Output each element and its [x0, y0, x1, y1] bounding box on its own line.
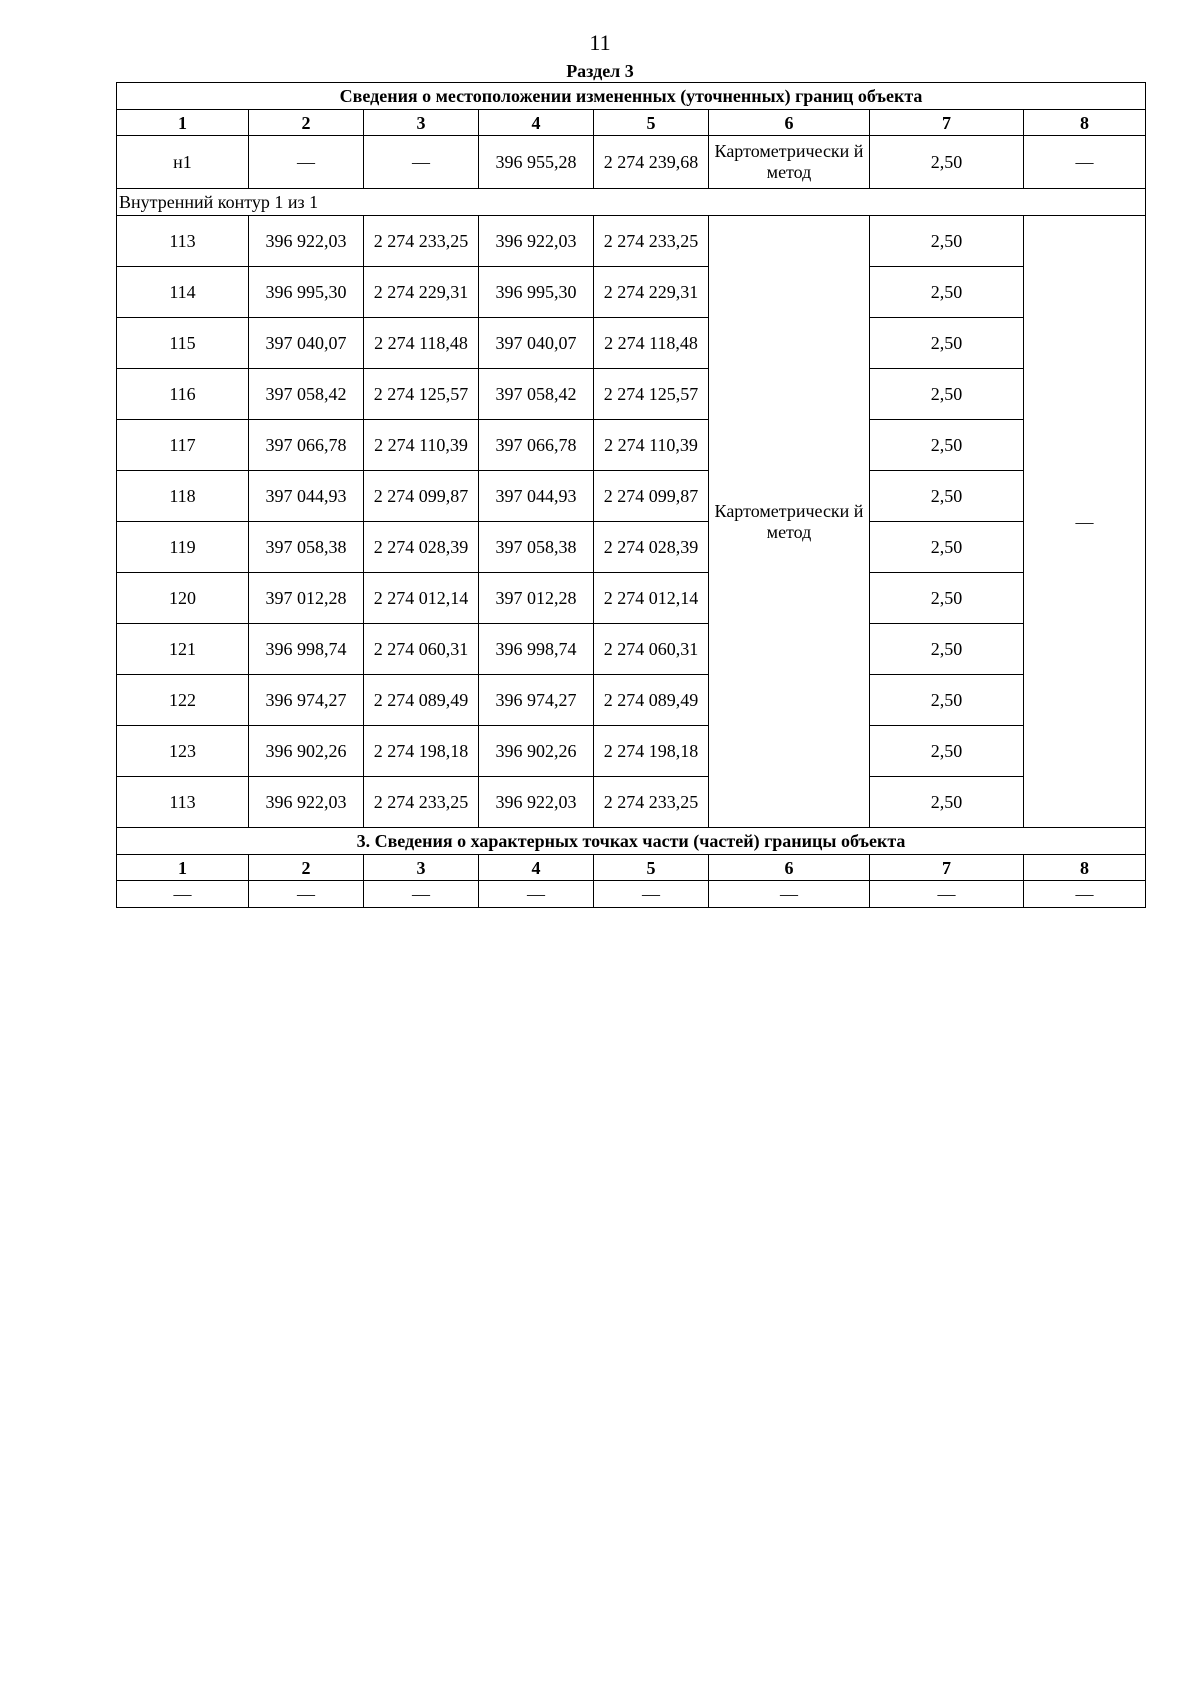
column-number: 7 [870, 855, 1024, 881]
contour-label: Внутренний контур 1 из 1 [117, 189, 1146, 216]
table-row [117, 136, 1146, 189]
cell-value: 396 902,26 [479, 726, 594, 777]
column-number-row [117, 110, 1146, 136]
cell-value: 2,50 [870, 136, 1024, 189]
table-row [117, 318, 1146, 369]
point-name: 113 [117, 777, 249, 828]
cell-value: 396 974,27 [249, 675, 364, 726]
cell-value: 2 274 233,25 [364, 216, 479, 267]
point-name: н1 [117, 136, 249, 189]
boundary-coordinates-table [116, 82, 1146, 908]
column-number: 4 [479, 110, 594, 136]
cell-value: 2 274 118,48 [364, 318, 479, 369]
point-name: 121 [117, 624, 249, 675]
cell-value: — [594, 881, 709, 908]
cell-value: — [1024, 216, 1146, 828]
point-name: 122 [117, 675, 249, 726]
cell-value: 397 058,42 [479, 369, 594, 420]
cell-value: 396 922,03 [249, 216, 364, 267]
table-row [117, 471, 1146, 522]
cell-value: 396 998,74 [479, 624, 594, 675]
cell-value: — [364, 136, 479, 189]
cell-value: 2 274 012,14 [364, 573, 479, 624]
cell-value: 2,50 [870, 726, 1024, 777]
cell-value: 397 012,28 [249, 573, 364, 624]
cell-value: 397 058,42 [249, 369, 364, 420]
cell-value: 2,50 [870, 216, 1024, 267]
cell-value: 2 274 198,18 [594, 726, 709, 777]
cell-value: 2 274 099,87 [594, 471, 709, 522]
cell-value: 2 274 028,39 [594, 522, 709, 573]
table-row [117, 216, 1146, 267]
point-name: 120 [117, 573, 249, 624]
cell-value: — [117, 881, 249, 908]
table-row [117, 573, 1146, 624]
point-name: 116 [117, 369, 249, 420]
cell-value: 396 995,30 [249, 267, 364, 318]
table-row [117, 369, 1146, 420]
cell-value: 396 998,74 [249, 624, 364, 675]
cell-value: 2,50 [870, 318, 1024, 369]
cell-value: 2,50 [870, 675, 1024, 726]
cell-value: 396 902,26 [249, 726, 364, 777]
point-name: 114 [117, 267, 249, 318]
cell-value: 396 974,27 [479, 675, 594, 726]
cell-value: 397 058,38 [249, 522, 364, 573]
cell-value: 397 044,93 [479, 471, 594, 522]
column-number: 3 [364, 110, 479, 136]
column-number: 2 [249, 855, 364, 881]
cell-value: — [479, 881, 594, 908]
cell-value: 2 274 233,25 [594, 216, 709, 267]
cell-value: 2 274 118,48 [594, 318, 709, 369]
cell-value: — [249, 881, 364, 908]
cell-value: 2 274 229,31 [594, 267, 709, 318]
column-number: 1 [117, 855, 249, 881]
cell-value: — [1024, 881, 1146, 908]
cell-value: 2 274 198,18 [364, 726, 479, 777]
cell-value: 396 922,03 [249, 777, 364, 828]
column-number: 2 [249, 110, 364, 136]
column-number: 5 [594, 110, 709, 136]
cell-value: 2 274 125,57 [594, 369, 709, 420]
cell-value: 2,50 [870, 471, 1024, 522]
point-name: 113 [117, 216, 249, 267]
column-number: 5 [594, 855, 709, 881]
parts-column-number-row [117, 855, 1146, 881]
column-number: 7 [870, 110, 1024, 136]
cell-value: 2,50 [870, 573, 1024, 624]
cell-value: 2 274 089,49 [364, 675, 479, 726]
parts-empty-row [117, 881, 1146, 908]
cell-value: 2 274 089,49 [594, 675, 709, 726]
cell-value: 397 040,07 [479, 318, 594, 369]
cell-value: 2,50 [870, 369, 1024, 420]
cell-value: — [1024, 136, 1146, 189]
method-cell: Картометрически й метод [709, 136, 870, 189]
cell-value: 396 955,28 [479, 136, 594, 189]
table-caption: Сведения о местоположении измененных (уточненных) границ объекта [117, 83, 1146, 110]
point-name: 119 [117, 522, 249, 573]
cell-value: 397 066,78 [479, 420, 594, 471]
table-row [117, 777, 1146, 828]
point-name: 115 [117, 318, 249, 369]
page-number: 11 [589, 30, 611, 55]
cell-value: 396 995,30 [479, 267, 594, 318]
column-number: 8 [1024, 855, 1146, 881]
cell-value: 2 274 233,25 [594, 777, 709, 828]
cell-value: 2,50 [870, 624, 1024, 675]
column-number: 1 [117, 110, 249, 136]
table-row [117, 267, 1146, 318]
cell-value: 2 274 110,39 [364, 420, 479, 471]
cell-value: — [249, 136, 364, 189]
method-cell: Картометрически й метод [709, 216, 870, 828]
cell-value: 2 274 060,31 [594, 624, 709, 675]
cell-value: 397 012,28 [479, 573, 594, 624]
cell-value: 396 922,03 [479, 216, 594, 267]
cell-value: 397 040,07 [249, 318, 364, 369]
cell-value: 2 274 110,39 [594, 420, 709, 471]
point-name: 118 [117, 471, 249, 522]
cell-value: 2 274 028,39 [364, 522, 479, 573]
cell-value: 2 274 229,31 [364, 267, 479, 318]
point-name: 123 [117, 726, 249, 777]
cell-value: 2 274 239,68 [594, 136, 709, 189]
cell-value: 2,50 [870, 267, 1024, 318]
column-number: 3 [364, 855, 479, 881]
cell-value: 2,50 [870, 777, 1024, 828]
cell-value: 396 922,03 [479, 777, 594, 828]
table-row [117, 624, 1146, 675]
cell-value: 397 058,38 [479, 522, 594, 573]
parts-caption: 3. Сведения о характерных точках части (частей) границы объекта [117, 828, 1146, 855]
cell-value: 2,50 [870, 420, 1024, 471]
cell-value: 2 274 060,31 [364, 624, 479, 675]
cell-value: — [709, 881, 870, 908]
cell-value: 397 066,78 [249, 420, 364, 471]
cell-value: 397 044,93 [249, 471, 364, 522]
section-title: Раздел 3 [566, 61, 634, 81]
column-number: 6 [709, 110, 870, 136]
cell-value: 2,50 [870, 522, 1024, 573]
cell-value: 2 274 099,87 [364, 471, 479, 522]
cell-value: — [364, 881, 479, 908]
table-row [117, 420, 1146, 471]
table-row [117, 726, 1146, 777]
column-number: 8 [1024, 110, 1146, 136]
cell-value: 2 274 012,14 [594, 573, 709, 624]
table-row [117, 522, 1146, 573]
table-row [117, 675, 1146, 726]
cell-value: 2 274 233,25 [364, 777, 479, 828]
cell-value: — [870, 881, 1024, 908]
cell-value: 2 274 125,57 [364, 369, 479, 420]
point-name: 117 [117, 420, 249, 471]
column-number: 4 [479, 855, 594, 881]
column-number: 6 [709, 855, 870, 881]
